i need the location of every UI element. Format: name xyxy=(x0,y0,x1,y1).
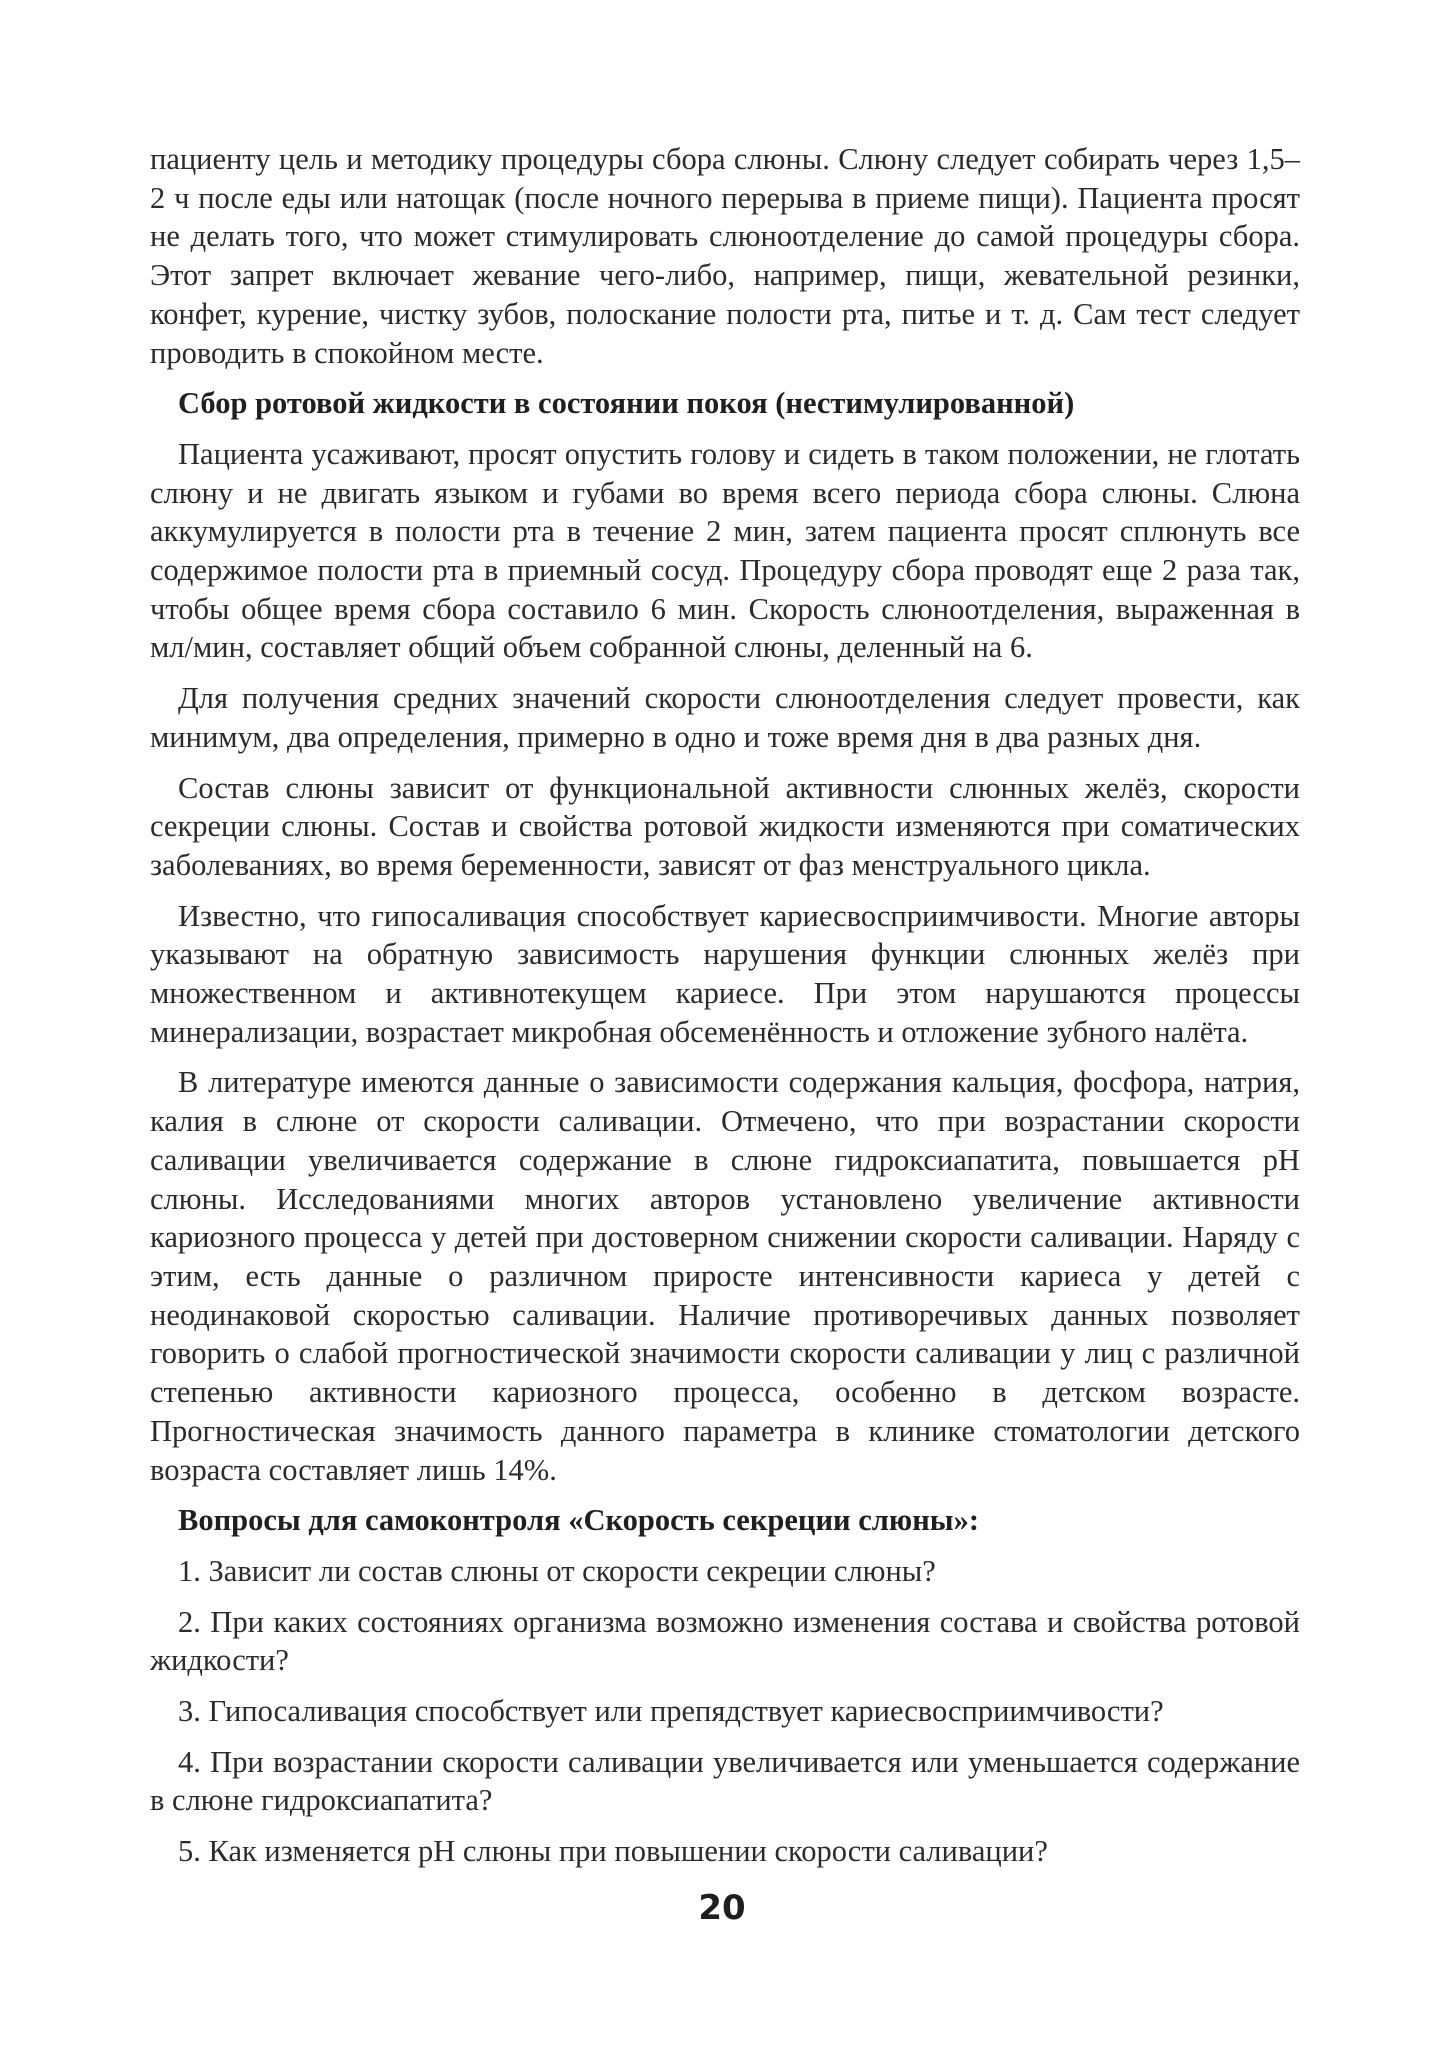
question-item-5: 5. Как изменяется pH слюны при повышении скорости саливации? xyxy=(178,1834,1048,1869)
paragraph-collection-procedure: Пациента усаживают, просят опустить голову и сидеть в таком положении, не глотать слюну и не двигать языком и губами во время всего периода сбора слюны. Слюна аккумулируется в полости рта в течение 2 мин, затем пациента просят сплюнуть все содержимое полости рта в приемный сосуд. Процедуру сбора проводят еще 2 раза так, чтобы общее время сбора составило 6 мин. Скорость слюноотделения, выраженная в мл/мин, составляет общий объем собранной слюны, деленный на 6. xyxy=(150,436,1300,665)
question-item-4: 4. При возрастании скорости саливации увеличивается или уменьшается содержание в слюне гидроксиапатита? xyxy=(150,1744,1300,1818)
question-item-3: 3. Гипосаливация способствует или препядствует кариесвосприимчивости? xyxy=(178,1694,1164,1729)
section-heading-resting-collection: Сбор ротовой жидкости в состоянии покоя (нестимулированной) xyxy=(178,386,1075,421)
paragraph-average-values: Для получения средних значений скорости слюноотделения следует провести, как минимум, два определения, примерно в одно и тоже время дня в два разных дня. xyxy=(150,681,1300,754)
paragraph-saliva-composition: Состав слюны зависит от функциональной активности слюнных желёз, скорости секреции слюны. Состав и свойства ротовой жидкости изменяются при соматических заболеваниях, во время беременности, зависят от фаз менструального цикла. xyxy=(150,770,1300,882)
paragraph-collection-instructions: пациенту цель и методику процедуры сбора слюны. Слюну следует собирать через 1,5–2 ч после еды или натощак (после ночного перерыва в приеме пищи). Пациента просят не делать того, что может стимулировать слюноотделение до самой процедуры сбора. Этот запрет включает жевание чего-либо, например, пищи, жевательной резинки, конфет, курение, чистку зубов, полоскание полости рта, питье и т. д. Сам тест следует проводить в спокойном месте. xyxy=(150,142,1300,370)
question-item-2: 2. При каких состояниях организма возможно изменения состава и свойства ротовой жидкости? xyxy=(150,1604,1300,1678)
page-number: 20 xyxy=(698,1888,746,1928)
section-heading-self-check-questions: Вопросы для самоконтроля «Скорость секреции слюны»: xyxy=(178,1503,979,1538)
paragraph-hyposalivation: Известно, что гипосаливация способствует кариесвосприимчивости. Многие авторы указывают на обратную зависимость нарушения функции слюнных желёз при множественном и активнотекущем кариесе. При этом нарушаются процессы минерализации, возрастает микробная обсеменённость и отложение зубного налёта. xyxy=(150,898,1300,1049)
paragraph-literature-data: В литературе имеются данные о зависимости содержания кальция, фосфора, натрия, калия в слюне от скорости саливации. Отмечено, что при возрастании скорости саливации увеличивается содержание в слюне гидроксиапатита, повышается pH слюны. Исследованиями многих авторов установлено увеличение активности кариозного процесса у детей при достоверном снижении скорости саливации. Наряду с этим, есть данные о различном приросте интенсивности кариеса у детей с неодинаковой скоростью саливации. Наличие противоречивых данных позволяет говорить о слабой прогностической значимости скорости саливации у лиц с различной степенью активности кариозного процесса, особенно в детском возрасте. Прогностическая значимость данного параметра в клинике стоматологии детского возраста составляет лишь 14%. xyxy=(150,1065,1300,1487)
page-body xyxy=(150,140,1300,1883)
question-item-1: 1. Зависит ли состав слюны от скорости секреции слюны? xyxy=(178,1553,936,1588)
